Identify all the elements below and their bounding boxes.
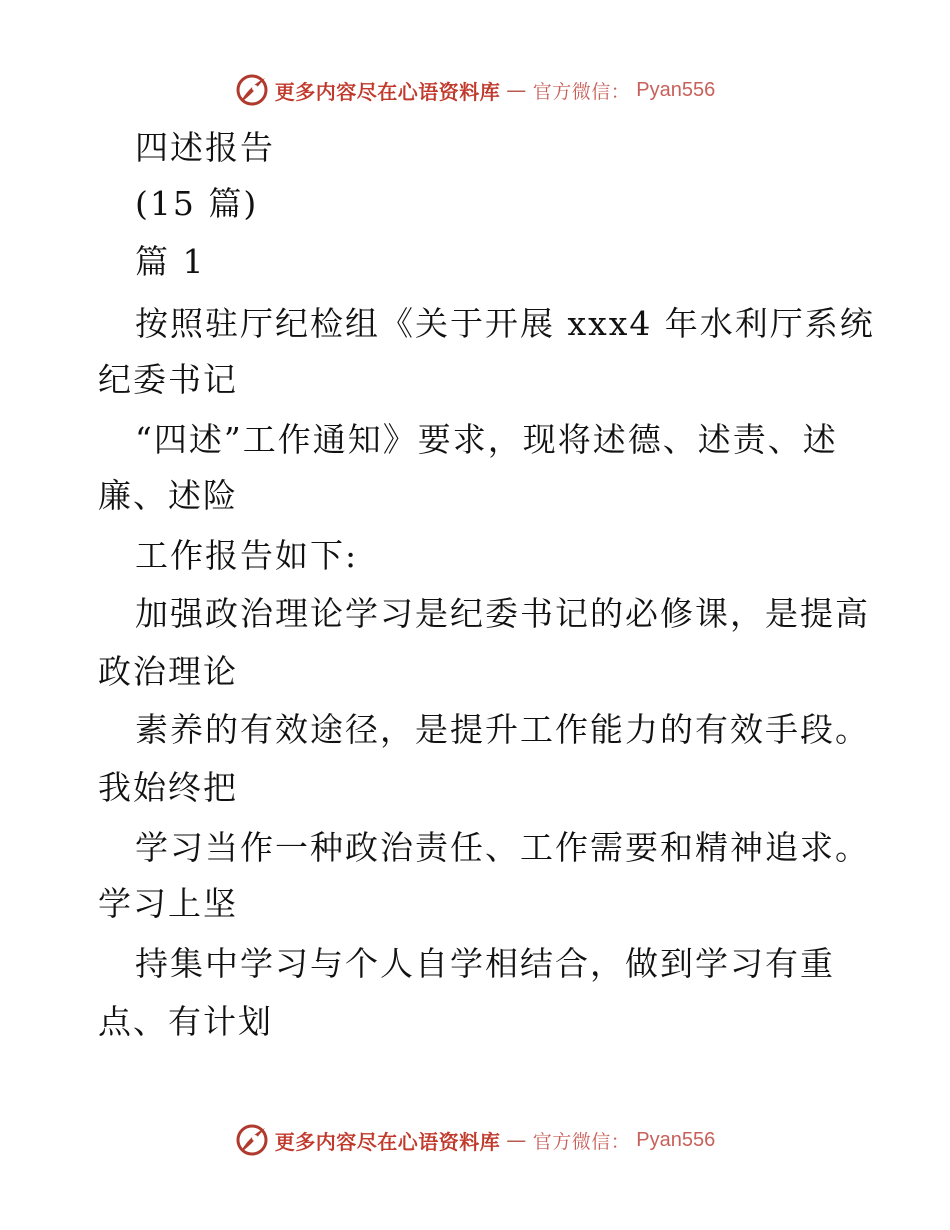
banner-subtitle: 官方微信： [532, 1130, 631, 1153]
paragraph-line: 工作报告如下: [135, 536, 359, 575]
paragraph-line: 加强政治理论学习是纪委书记的必修课，是提高 [135, 594, 870, 633]
doc-subtitle: (15 篇) [135, 184, 259, 223]
banner-wechat-id: Pyan556 [636, 78, 716, 101]
paragraph-line: 点、有计划 [98, 1002, 273, 1041]
paragraph-line: “四述”工作通知》要求，现将述德、述责、述 [135, 420, 838, 459]
doc-title: 四述报告 [135, 128, 275, 167]
banner-dash: — [506, 1128, 527, 1152]
paragraph-line: 持集中学习与个人自学相结合，做到学习有重 [135, 944, 835, 983]
paragraph-line: 政治理论 [98, 652, 238, 691]
banner-title: 更多内容尽在心语资料库 [274, 1129, 501, 1154]
footer-watermark-banner [0, 1120, 950, 1160]
banner-subtitle: 官方微信： [532, 80, 631, 103]
paragraph-line: 素养的有效途径，是提升工作能力的有效手段。 [135, 710, 870, 749]
feather-pen-circle-icon [235, 1123, 269, 1157]
paragraph-line: 按照驻厅纪检组《关于开展 xxx4 年水利厅系统 [135, 304, 875, 343]
section-heading: 篇 1 [135, 242, 206, 281]
paragraph-line: 纪委书记 [98, 360, 238, 399]
banner-title: 更多内容尽在心语资料库 [274, 79, 501, 104]
banner-dash: — [506, 78, 527, 102]
paragraph-line: 我始终把 [98, 768, 238, 807]
paragraph-line: 廉、述险 [98, 476, 238, 515]
feather-pen-circle-icon [235, 73, 269, 107]
banner-wechat-id: Pyan556 [636, 1128, 716, 1151]
paragraph-line: 学习当作一种政治责任、工作需要和精神追求。 [135, 828, 870, 867]
header-watermark-banner [0, 70, 950, 110]
paragraph-line: 学习上坚 [98, 884, 238, 923]
